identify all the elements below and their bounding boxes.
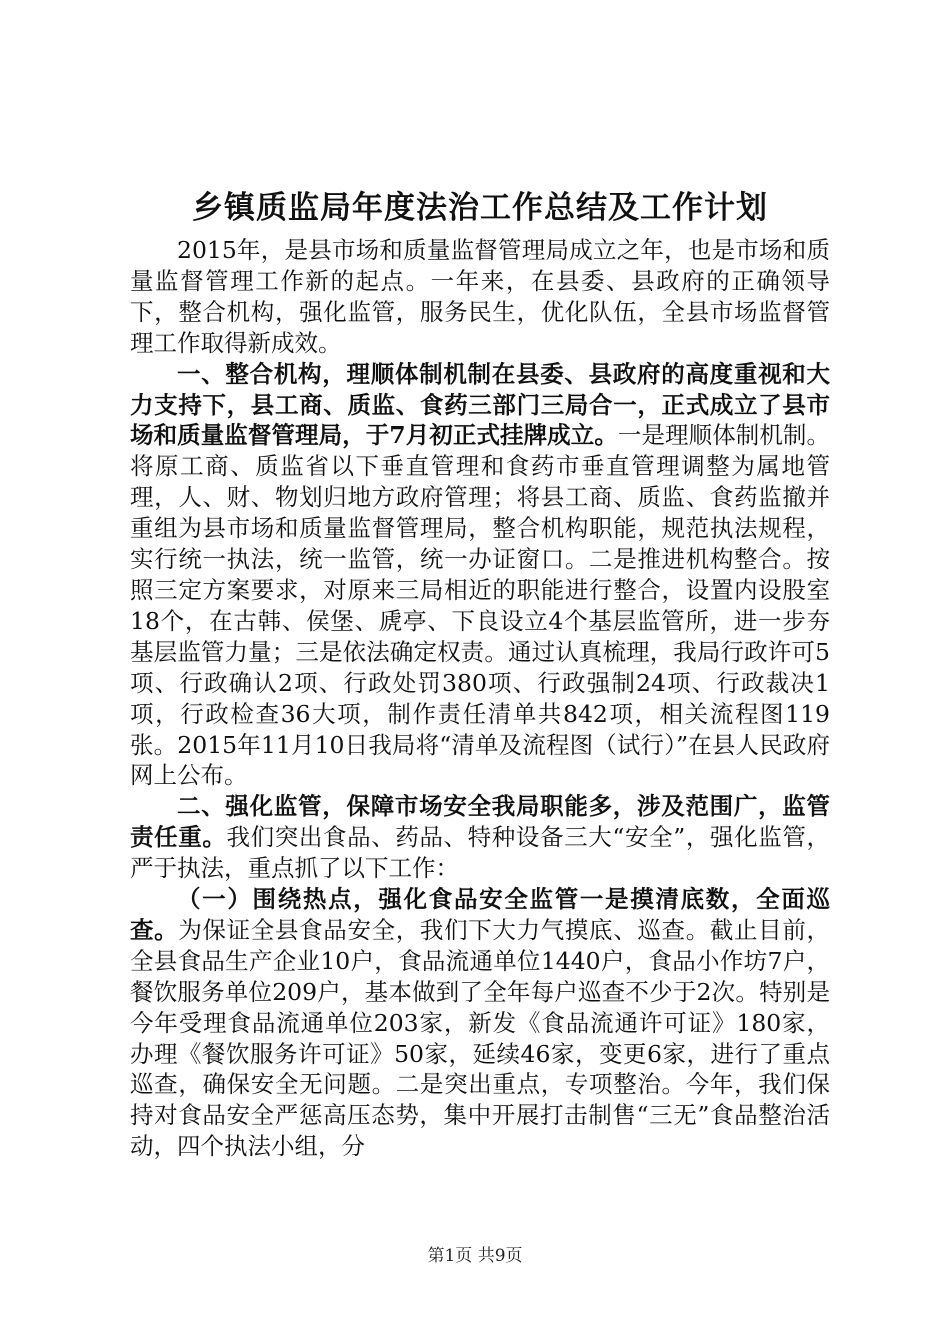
- paragraph-subsection-1: [130, 884, 830, 1162]
- paragraph-intro: [130, 235, 830, 359]
- paragraph-section-1: [130, 359, 830, 792]
- paragraph-text: 一是理顺体制机制。将原工商、质监省以下垂直管理和食药市垂直管理调整为属地管理，人、财、物划归地方政府管理；将县工商、质监、食药监撤并重组为县市场和质量监督管理局，整合机构职能，规范执法规程，实行统一执法，统一监管，统一办证窗口。二是推进机构整合。按照三定方案要求，对原来三局相近的职能进行整合，设置内设股室18个，在古韩、侯堡、虒亭、下良设立4个基层监管所，进一步夯基层监管力量；三是依法确定权责。通过认真梳理，我局行政许可5项、行政确认2项、行政处罚380项、行政强制24项、行政裁决1项，行政检查36大项，制作责任清单共842项，相关流程图119张。2015年11月10日我局将“清单及流程图（试行）”在县人民政府网上公布。: [130, 421, 830, 790]
- paragraph-lead: 一、整合机构，理顺体制机制在县委、县政府的高度重视和大力支持下，县工商、质监、食药三部门三局合一，正式成立了县市场和质量监督管理局，于7月初正式挂牌成立。: [130, 359, 830, 450]
- page-number: 第1页 共9页: [427, 1246, 523, 1266]
- paragraph-lead: （一）围绕热点，强化食品安全监管一是摸清底数，全面巡查。: [130, 885, 830, 944]
- paragraph-text: 为保证全县食品安全，我们下大力气摸底、巡查。截止目前，全县食品生产企业10户，食品流通单位1440户，食品小作坊7户，餐饮服务单位209户，基本做到了全年每户巡查不少于2次。特别是今年受理食品流通单位203家，新发《食品流通许可证》180家，办理《餐饮服务许可证》50家，延续46家，变更6家，进行了重点巡查，确保安全无问题。二是突出重点，专项整治。今年，我们保持对食品安全严惩高压态势，集中开展打击制售“三无”食品整治活动，四个执法小组，分: [130, 915, 831, 1161]
- document-body: [130, 235, 830, 1162]
- paragraph-lead: 二、强化监管，保障市场安全我局职能多，涉及范围广，监管责任重。: [130, 792, 830, 852]
- document-title: 乡镇质监局年度法治工作总结及工作计划: [192, 190, 768, 226]
- paragraph-text: 我们突出食品、药品、特种设备三大“安全”，强化监管，严于执法，重点抓了以下工作：: [130, 823, 831, 883]
- paragraph-section-2: [130, 791, 830, 884]
- paragraph-text: 2015年，是县市场和质量监督管理局成立之年，也是市场和质量监督管理工作新的起点。一年来，在县委、县政府的正确领导下，整合机构，强化监管，服务民生，优化队伍，全县市场监督管理工作取得新成效。: [130, 236, 830, 357]
